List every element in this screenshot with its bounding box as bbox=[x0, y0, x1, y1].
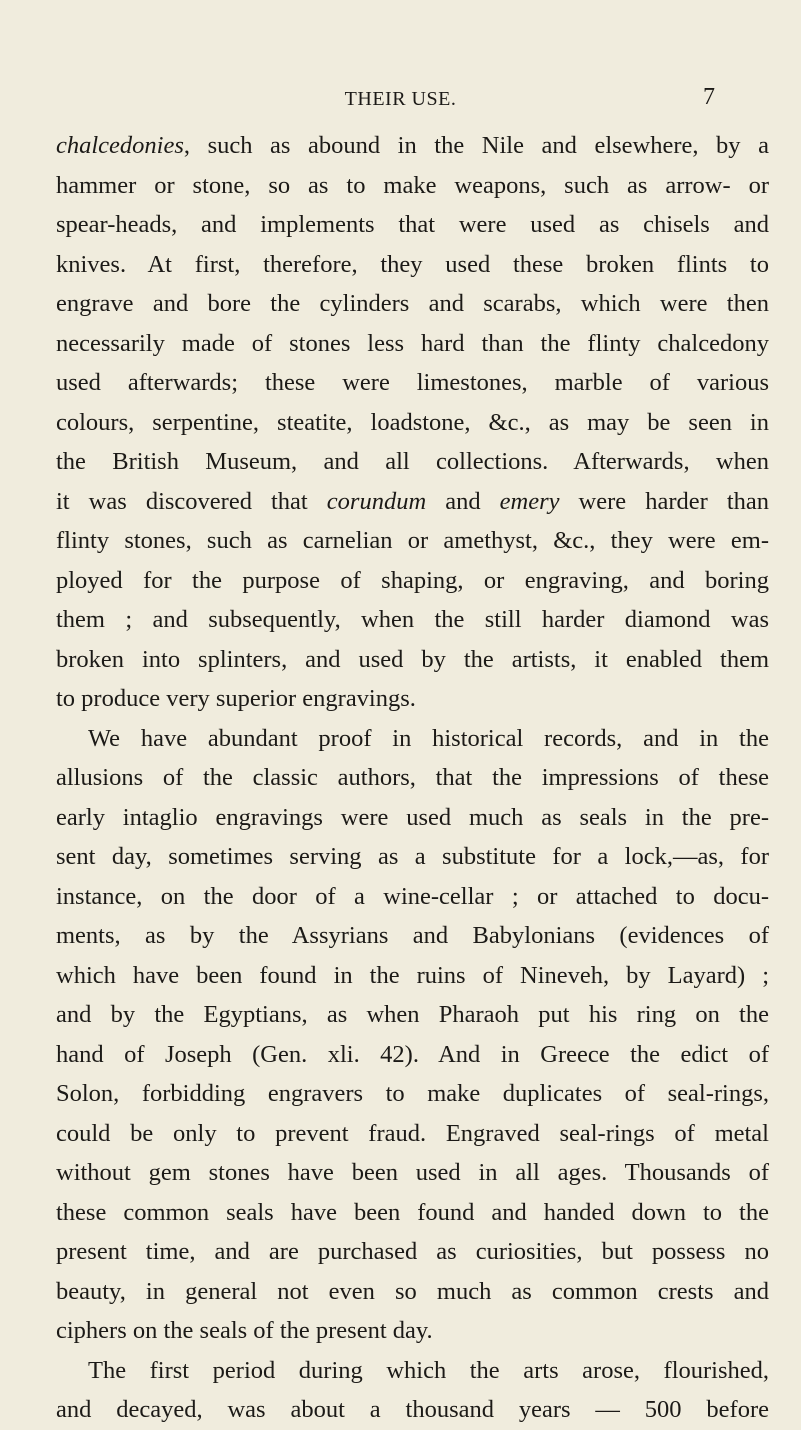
page-number: 7 bbox=[703, 84, 715, 110]
text-segment: beauty, in general not even so much as common crests and bbox=[56, 1277, 769, 1305]
text-line bbox=[56, 245, 769, 285]
text-line bbox=[56, 1074, 769, 1114]
text-line bbox=[56, 363, 769, 403]
text-segment: broken into splinters, and used by the artists, it enabled them bbox=[56, 645, 769, 673]
text-segment: knives. At first, therefore, they used these broken flints to bbox=[56, 250, 769, 278]
text-line bbox=[56, 640, 769, 680]
text-line bbox=[56, 995, 769, 1035]
text-segment: and bbox=[426, 487, 500, 515]
text-line bbox=[56, 561, 769, 601]
text-segment: We have abundant proof in historical records, and in the bbox=[88, 724, 769, 752]
running-head bbox=[0, 80, 801, 120]
text-line bbox=[56, 877, 769, 917]
text-line bbox=[56, 1311, 769, 1351]
text-segment: sent day, sometimes serving as a substitute for a lock,—as, for bbox=[56, 843, 769, 870]
text-segment: engrave and bore the cylinders and scarabs, which were then bbox=[56, 290, 769, 317]
text-line bbox=[56, 521, 769, 561]
text-line bbox=[56, 166, 769, 206]
text-line bbox=[56, 1351, 769, 1391]
text-segment: ciphers on the seals of the present day. bbox=[56, 1317, 433, 1344]
text-segment: hammer or stone, so as to make weapons, such as arrow- or bbox=[56, 171, 769, 199]
italic-text: chalcedonies bbox=[56, 132, 184, 159]
text-segment: Solon, forbidding engravers to make duplicates of seal-rings, bbox=[56, 1080, 769, 1107]
text-segment: ments, as by the Assyrians and Babylonians (evidences of bbox=[56, 922, 769, 949]
text-line bbox=[56, 798, 769, 838]
text-line bbox=[56, 403, 769, 443]
text-segment: them ; and subsequently, when the still harder diamond was bbox=[56, 606, 769, 633]
text-line bbox=[56, 482, 769, 522]
text-segment: to produce very superior engravings. bbox=[56, 685, 416, 712]
text-line bbox=[56, 679, 769, 719]
text-line bbox=[56, 324, 769, 364]
text-segment: necessarily made of stones less hard than the flinty chalcedony bbox=[56, 329, 769, 357]
text-line bbox=[56, 758, 769, 798]
text-line bbox=[56, 1153, 769, 1193]
text-segment: the British Museum, and all collections. Afterwards, when bbox=[56, 448, 769, 475]
text-line bbox=[56, 1390, 769, 1430]
text-segment: colours, serpentine, steatite, loadstone, &c., as may be seen in bbox=[56, 408, 769, 436]
text-segment: hand of Joseph (Gen. xli. 42). And in Greece the edict of bbox=[56, 1040, 769, 1068]
text-line bbox=[56, 126, 769, 166]
text-segment: without gem stones have been used in all ages. Thousands of bbox=[56, 1159, 769, 1186]
text-line bbox=[56, 916, 769, 956]
text-segment: flinty stones, such as carnelian or amethyst, &c., they were em- bbox=[56, 527, 769, 554]
text-segment: allusions of the classic authors, that the impressions of these bbox=[56, 764, 769, 791]
text-line bbox=[56, 600, 769, 640]
text-segment: used afterwards; these were limestones, marble of various bbox=[56, 369, 769, 396]
text-line bbox=[56, 1232, 769, 1272]
text-line bbox=[56, 442, 769, 482]
text-segment: early intaglio engravings were used much as seals in the pre- bbox=[56, 803, 769, 831]
text-line bbox=[56, 1272, 769, 1312]
text-segment: spear-heads, and implements that were used as chisels and bbox=[56, 211, 769, 238]
italic-text: corundum bbox=[326, 487, 427, 515]
italic-text: emery bbox=[499, 487, 560, 515]
text-segment: and decayed, was about a thousand years — 500 before bbox=[56, 1396, 769, 1423]
text-segment: ployed for the purpose of shaping, or engraving, and boring bbox=[56, 566, 769, 594]
text-line bbox=[56, 719, 769, 759]
text-segment: , such as abound in the Nile and elsewhere, by a bbox=[183, 132, 769, 159]
text-segment: which have been found in the ruins of Nineveh, by Layard) ; bbox=[56, 961, 769, 989]
text-line bbox=[56, 284, 769, 324]
text-segment: it was discovered that bbox=[56, 487, 327, 515]
text-segment: and by the Egyptians, as when Pharaoh put his ring on the bbox=[56, 1001, 769, 1028]
text-segment: were harder than bbox=[559, 487, 770, 515]
text-segment: present time, and are purchased as curiosities, but possess no bbox=[56, 1238, 769, 1265]
text-line bbox=[56, 1114, 769, 1154]
running-title: THEIR USE. bbox=[344, 88, 457, 110]
text-line bbox=[56, 1193, 769, 1233]
text-line bbox=[56, 956, 769, 996]
text-line bbox=[56, 205, 769, 245]
text-segment: these common seals have been found and handed down to the bbox=[56, 1198, 769, 1226]
text-segment: instance, on the door of a wine-cellar ; or attached to docu- bbox=[56, 882, 769, 910]
text-line bbox=[56, 1035, 769, 1075]
body-text bbox=[56, 126, 769, 1430]
text-segment: The first period during which the arts arose, flourished, bbox=[88, 1356, 769, 1384]
text-segment: could be only to prevent fraud. Engraved seal-rings of metal bbox=[56, 1119, 769, 1147]
text-line bbox=[56, 837, 769, 877]
